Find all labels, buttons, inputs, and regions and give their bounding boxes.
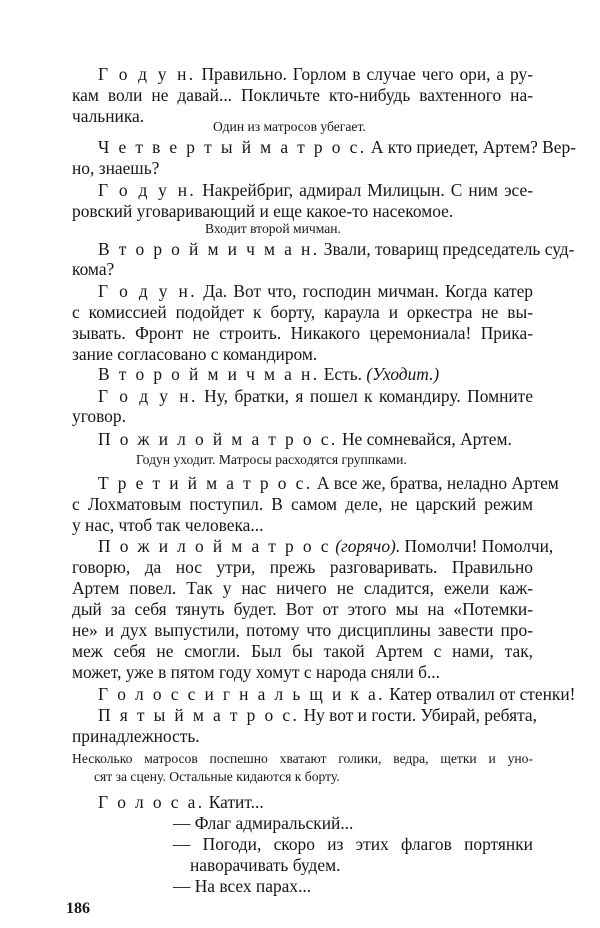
text-line: может, уже в пятом году хомут с народа сняли б... (72, 662, 441, 682)
stage-remark: (Уходит.) (366, 364, 440, 384)
dialogue-line: П о ж и л о й м а т р о с (горячо). Помолчи! Помолчи, (98, 536, 554, 556)
text-line: но, знаешь? (72, 158, 160, 178)
dialogue-line: П я т ы й м а т р о с. Ну вот и гости. Убирай, ребята, (98, 705, 537, 725)
stage-direction: Несколько матросов поспешно хватают голики, ведра, щетки и уно- (72, 751, 533, 766)
text-line: кома? (72, 259, 115, 279)
dialogue-line: Г о д у н. Правильно. Горлом в случае чего ори, а ру- (98, 64, 533, 84)
text-line: у нас, чтоб так человека... (72, 515, 264, 535)
text-line: зывать. Фронт не строить. Никакого церемониала! Прика- (72, 323, 533, 343)
text-line: не» и дух выпустили, потому что дисциплины завести про- (72, 620, 533, 640)
text-line: — Погоди, скоро из этих флагов портянки (173, 834, 533, 854)
text-line: говорю, да нос утри, прежь разговаривать. Правильно (72, 557, 533, 577)
text-line: Артем повел. Так у нас ничего не сладится, ежели каж- (72, 578, 533, 598)
dialogue-line: В т о р о й м и ч м а н. Звали, товарищ председатель суд- (98, 239, 575, 259)
speaker-name: В т о р о й м и ч м а н. (98, 239, 320, 259)
dialogue-line: В т о р о й м и ч м а н. Есть. (Уходит.) (98, 364, 440, 384)
dialogue-line: Г о д у н. Накрейбриг, адмирал Милицын. С ним эсе- (98, 180, 533, 200)
page-number: 186 (66, 900, 90, 917)
speaker-name: Г о д у н. (98, 64, 196, 84)
text-line: принадлежность. (72, 726, 200, 746)
text-line: кам воли не давай... Покличьте кто-нибудь вахтенного на- (72, 85, 533, 105)
speaker-name: Т р е т и й м а т р о с. (98, 473, 313, 493)
text-line: — На всех парах... (173, 876, 312, 896)
speaker-name: В т о р о й м и ч м а н. (98, 364, 320, 384)
text-line: чальника. (72, 106, 145, 126)
speaker-name: П о ж и л о й м а т р о с. (98, 429, 338, 449)
text-line: дый за себя тянуть будет. Вот от этого мы на «Потемки- (72, 599, 533, 619)
text-line: зание согласовано с командиром. (72, 344, 318, 364)
dialogue-line: П о ж и л о й м а т р о с. Не сомневайся, Артем. (98, 429, 512, 449)
speaker-name: П о ж и л о й м а т р о с (98, 536, 331, 556)
speaker-name: Г о д у н. (98, 281, 197, 301)
dialogue-line: Г о л о с а. Катит... (98, 792, 264, 812)
speaker-name: Г о д у н. (98, 386, 198, 406)
text-line: с Лохматовым поступил. В самом деле, не царский режим (72, 494, 533, 514)
stage-direction: Входит второй мичман. (205, 221, 341, 236)
stage-direction: сят за сцену. Остальные кидаются к борту. (94, 769, 340, 784)
text-line: меж себя не смогли. Был бы такой Артем с нами, так, (72, 641, 533, 661)
speaker-name: Г о л о с с и г н а л ь щ и к а. (98, 684, 385, 704)
text-line: ровский уговаривающий и еще какое-то насекомое. (72, 201, 454, 221)
dialogue-line: Ч е т в е р т ы й м а т р о с. А кто приедет, Артем? Вер- (98, 137, 576, 157)
dialogue-line: Т р е т и й м а т р о с. А все же, братва, неладно Артем (98, 473, 559, 493)
text-line: — Флаг адмиральский... (173, 813, 354, 833)
speaker-name: Г о д у н. (98, 180, 197, 200)
text-line: наворачивать будем. (190, 855, 341, 875)
text-line: с комиссией подойдет к борту, караула и оркестра не вы- (72, 302, 533, 322)
text-line: уговор. (72, 406, 126, 426)
stage-direction: Один из матросов убегает. (213, 119, 366, 134)
speaker-name: П я т ы й м а т р о с. (98, 705, 300, 725)
stage-remark: (горячо). (330, 536, 401, 556)
dialogue-line: Г о д у н. Да. Вот что, господин мичман. Когда катер (98, 281, 534, 301)
dialogue-line: Г о л о с с и г н а л ь щ и к а. Катер отвалил от стенки! (98, 684, 576, 704)
speaker-name: Ч е т в е р т ы й м а т р о с. (98, 137, 367, 157)
dialogue-line: Г о д у н. Ну, братки, я пошел к командиру. Помните (98, 386, 534, 406)
speaker-name: Г о л о с а. (98, 792, 205, 812)
stage-direction: Годун уходит. Матросы расходятся группками. (136, 452, 407, 467)
